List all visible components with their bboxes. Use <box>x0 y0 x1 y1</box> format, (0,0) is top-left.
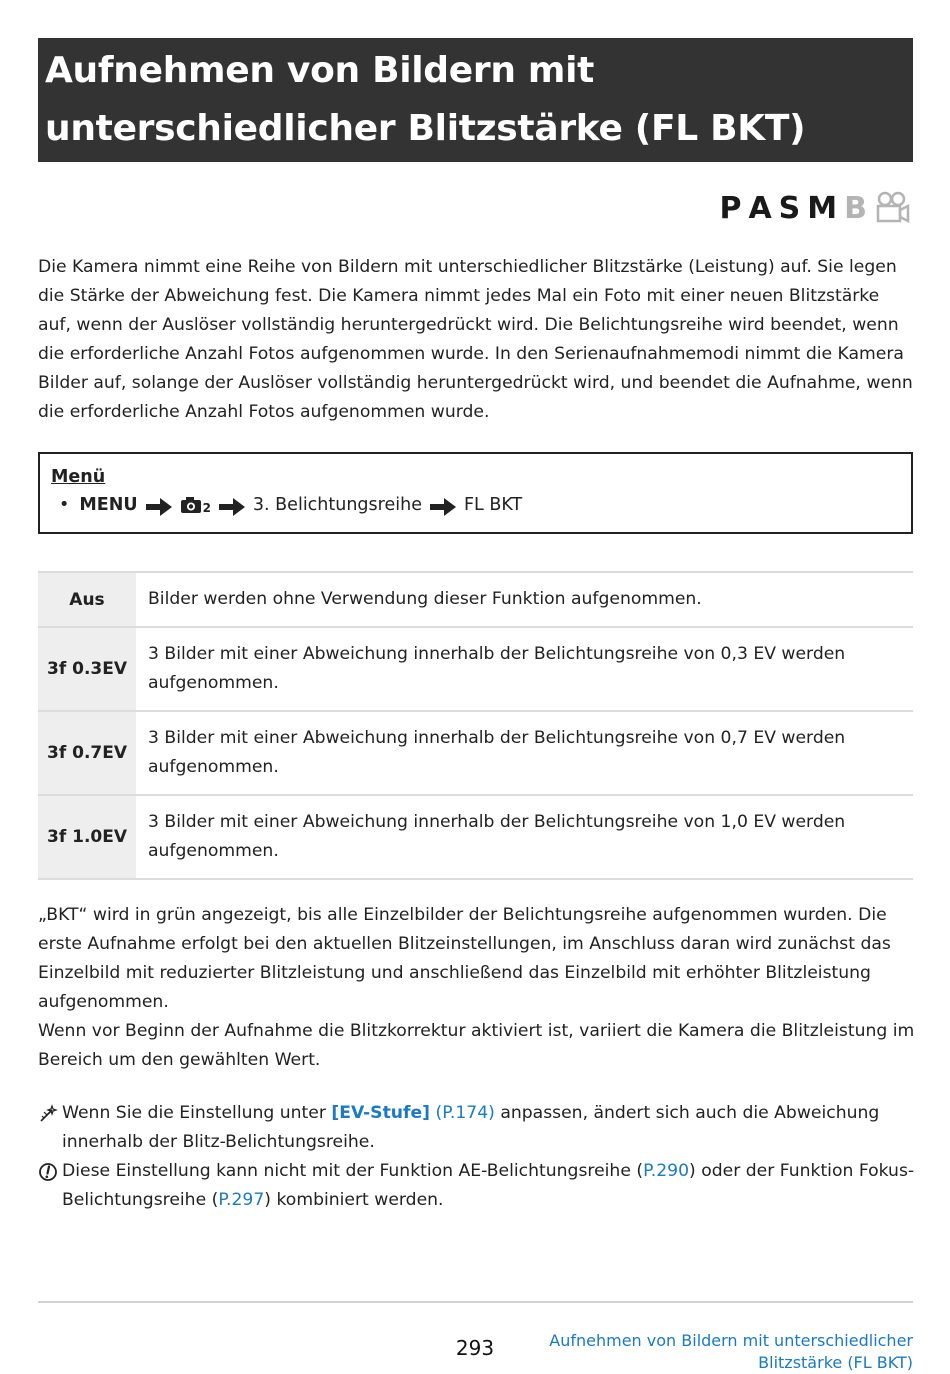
tip-text-post: anpassen, ändert sich auch die Abweichung innerhalb der Blitz-Belichtungsreihe. <box>62 1103 880 1152</box>
mode-b: B <box>844 190 868 226</box>
arrow-right-icon <box>430 496 456 514</box>
mode-s: S <box>778 190 802 226</box>
footer-divider <box>38 1301 913 1303</box>
table-row <box>38 795 913 879</box>
focus-bracketing-page-link[interactable]: P.297 <box>218 1190 265 1210</box>
menu-heading: Menü <box>51 467 106 487</box>
ev-step-page-link[interactable]: (P.174) <box>435 1103 495 1123</box>
footer-section-link[interactable] <box>513 1330 913 1374</box>
option-description: 3 Bilder mit einer Abweichung innerhalb der Belichtungsreihe von 0,7 EV werden aufgenommen. <box>136 711 913 795</box>
menu-tab-number: 2 <box>202 501 211 515</box>
option-key: 3f 0.3EV <box>38 627 136 711</box>
menu-box <box>38 452 913 534</box>
tip-text-pre: Wenn Sie die Einstellung unter <box>62 1103 332 1123</box>
movie-camera-icon <box>874 191 910 225</box>
option-description: 3 Bilder mit einer Abweichung innerhalb der Belichtungsreihe von 1,0 EV werden aufgenommen. <box>136 795 913 879</box>
arrow-right-icon <box>219 496 245 514</box>
menu-bullet: • <box>59 495 70 515</box>
option-key: 3f 1.0EV <box>38 795 136 879</box>
footer-title-line1: Aufnehmen von Bildern mit unterschiedlicher <box>549 1331 913 1350</box>
page-title: Aufnehmen von Bildern mit unterschiedlicher Blitzstärke (FL BKT) <box>45 50 806 149</box>
mode-a: A <box>748 190 773 226</box>
menu-item: 3. Belichtungsreihe <box>252 495 422 515</box>
tip-note <box>38 1099 916 1157</box>
mode-m: M <box>807 190 839 226</box>
caution-icon <box>38 1157 62 1215</box>
page-title-bar <box>38 38 913 162</box>
menu-path <box>51 490 901 520</box>
ae-bracketing-page-link[interactable]: P.290 <box>643 1161 690 1181</box>
intro-paragraph: Die Kamera nimmt eine Reihe von Bildern mit unterschiedlicher Blitzstärke (Leistung) auf. Sie legen die Stärke der Abweichung fest. Die Kamera nimmt jedes Mal ein Foto mit einer neuen Blitzstärke auf, wenn der Auslöser vollständig heruntergedrückt wird. Die Belichtungsreihe wird beendet, wenn die erforderliche Anzahl Fotos aufgenommen wurde. In den Serienaufnahmemodi nimmt die Kamera Bilder auf, solange der Auslöser vollständig heruntergedrückt wird, und beendet die Aufnahme, wenn die erforderliche Anzahl Fotos aufgenommen wurde. <box>38 257 913 422</box>
options-table <box>38 571 913 880</box>
shooting-modes <box>719 188 910 228</box>
table-row <box>38 711 913 795</box>
caution-note <box>38 1157 916 1215</box>
option-description: Bilder werden ohne Verwendung dieser Funktion aufgenommen. <box>136 572 913 627</box>
tip-icon <box>38 1099 62 1157</box>
tip-text <box>62 1099 916 1157</box>
option-key: Aus <box>38 572 136 627</box>
option-key: 3f 0.7EV <box>38 711 136 795</box>
caution-text-mid: ) oder der Funktion Fokus-Belichtungsreihe ( <box>62 1161 915 1210</box>
page-number: 293 <box>455 1336 495 1360</box>
bkt-explanation: „BKT“ wird in grün angezeigt, bis alle Einzelbilder der Belichtungsreihe aufgenommen wurden. Die erste Aufnahme erfolgt bei den aktuellen Blitzeinstellungen, im Anschluss daran wird zunächst das Einzelbild mit reduzierter Blitzleistung und anschließend das Einzelbild mit erhöhter Blitzleistung aufgenommen. <box>38 905 891 1012</box>
flash-compensation-note: Wenn vor Beginn der Aufnahme die Blitzkorrektur aktiviert ist, variiert die Kamera die Blitzleistung im Bereich um den gewählten Wert. <box>38 1021 915 1070</box>
menu-start: MENU <box>79 495 138 515</box>
table-row <box>38 627 913 711</box>
caution-text <box>62 1157 916 1215</box>
option-description: 3 Bilder mit einer Abweichung innerhalb der Belichtungsreihe von 0,3 EV werden aufgenommen. <box>136 627 913 711</box>
caution-text-pre: Diese Einstellung kann nicht mit der Funktion AE-Belichtungsreihe ( <box>62 1161 644 1181</box>
caution-text-post: ) kombiniert werden. <box>264 1190 444 1210</box>
table-row <box>38 572 913 627</box>
footer-title-line2: Blitzstärke (FL BKT) <box>758 1353 913 1372</box>
ev-step-link[interactable]: [EV-Stufe] <box>331 1103 431 1123</box>
shooting-menu-2-icon <box>180 496 211 514</box>
mode-p: P <box>719 190 743 226</box>
arrow-right-icon <box>146 496 172 514</box>
menu-setting: FL BKT <box>463 495 523 515</box>
